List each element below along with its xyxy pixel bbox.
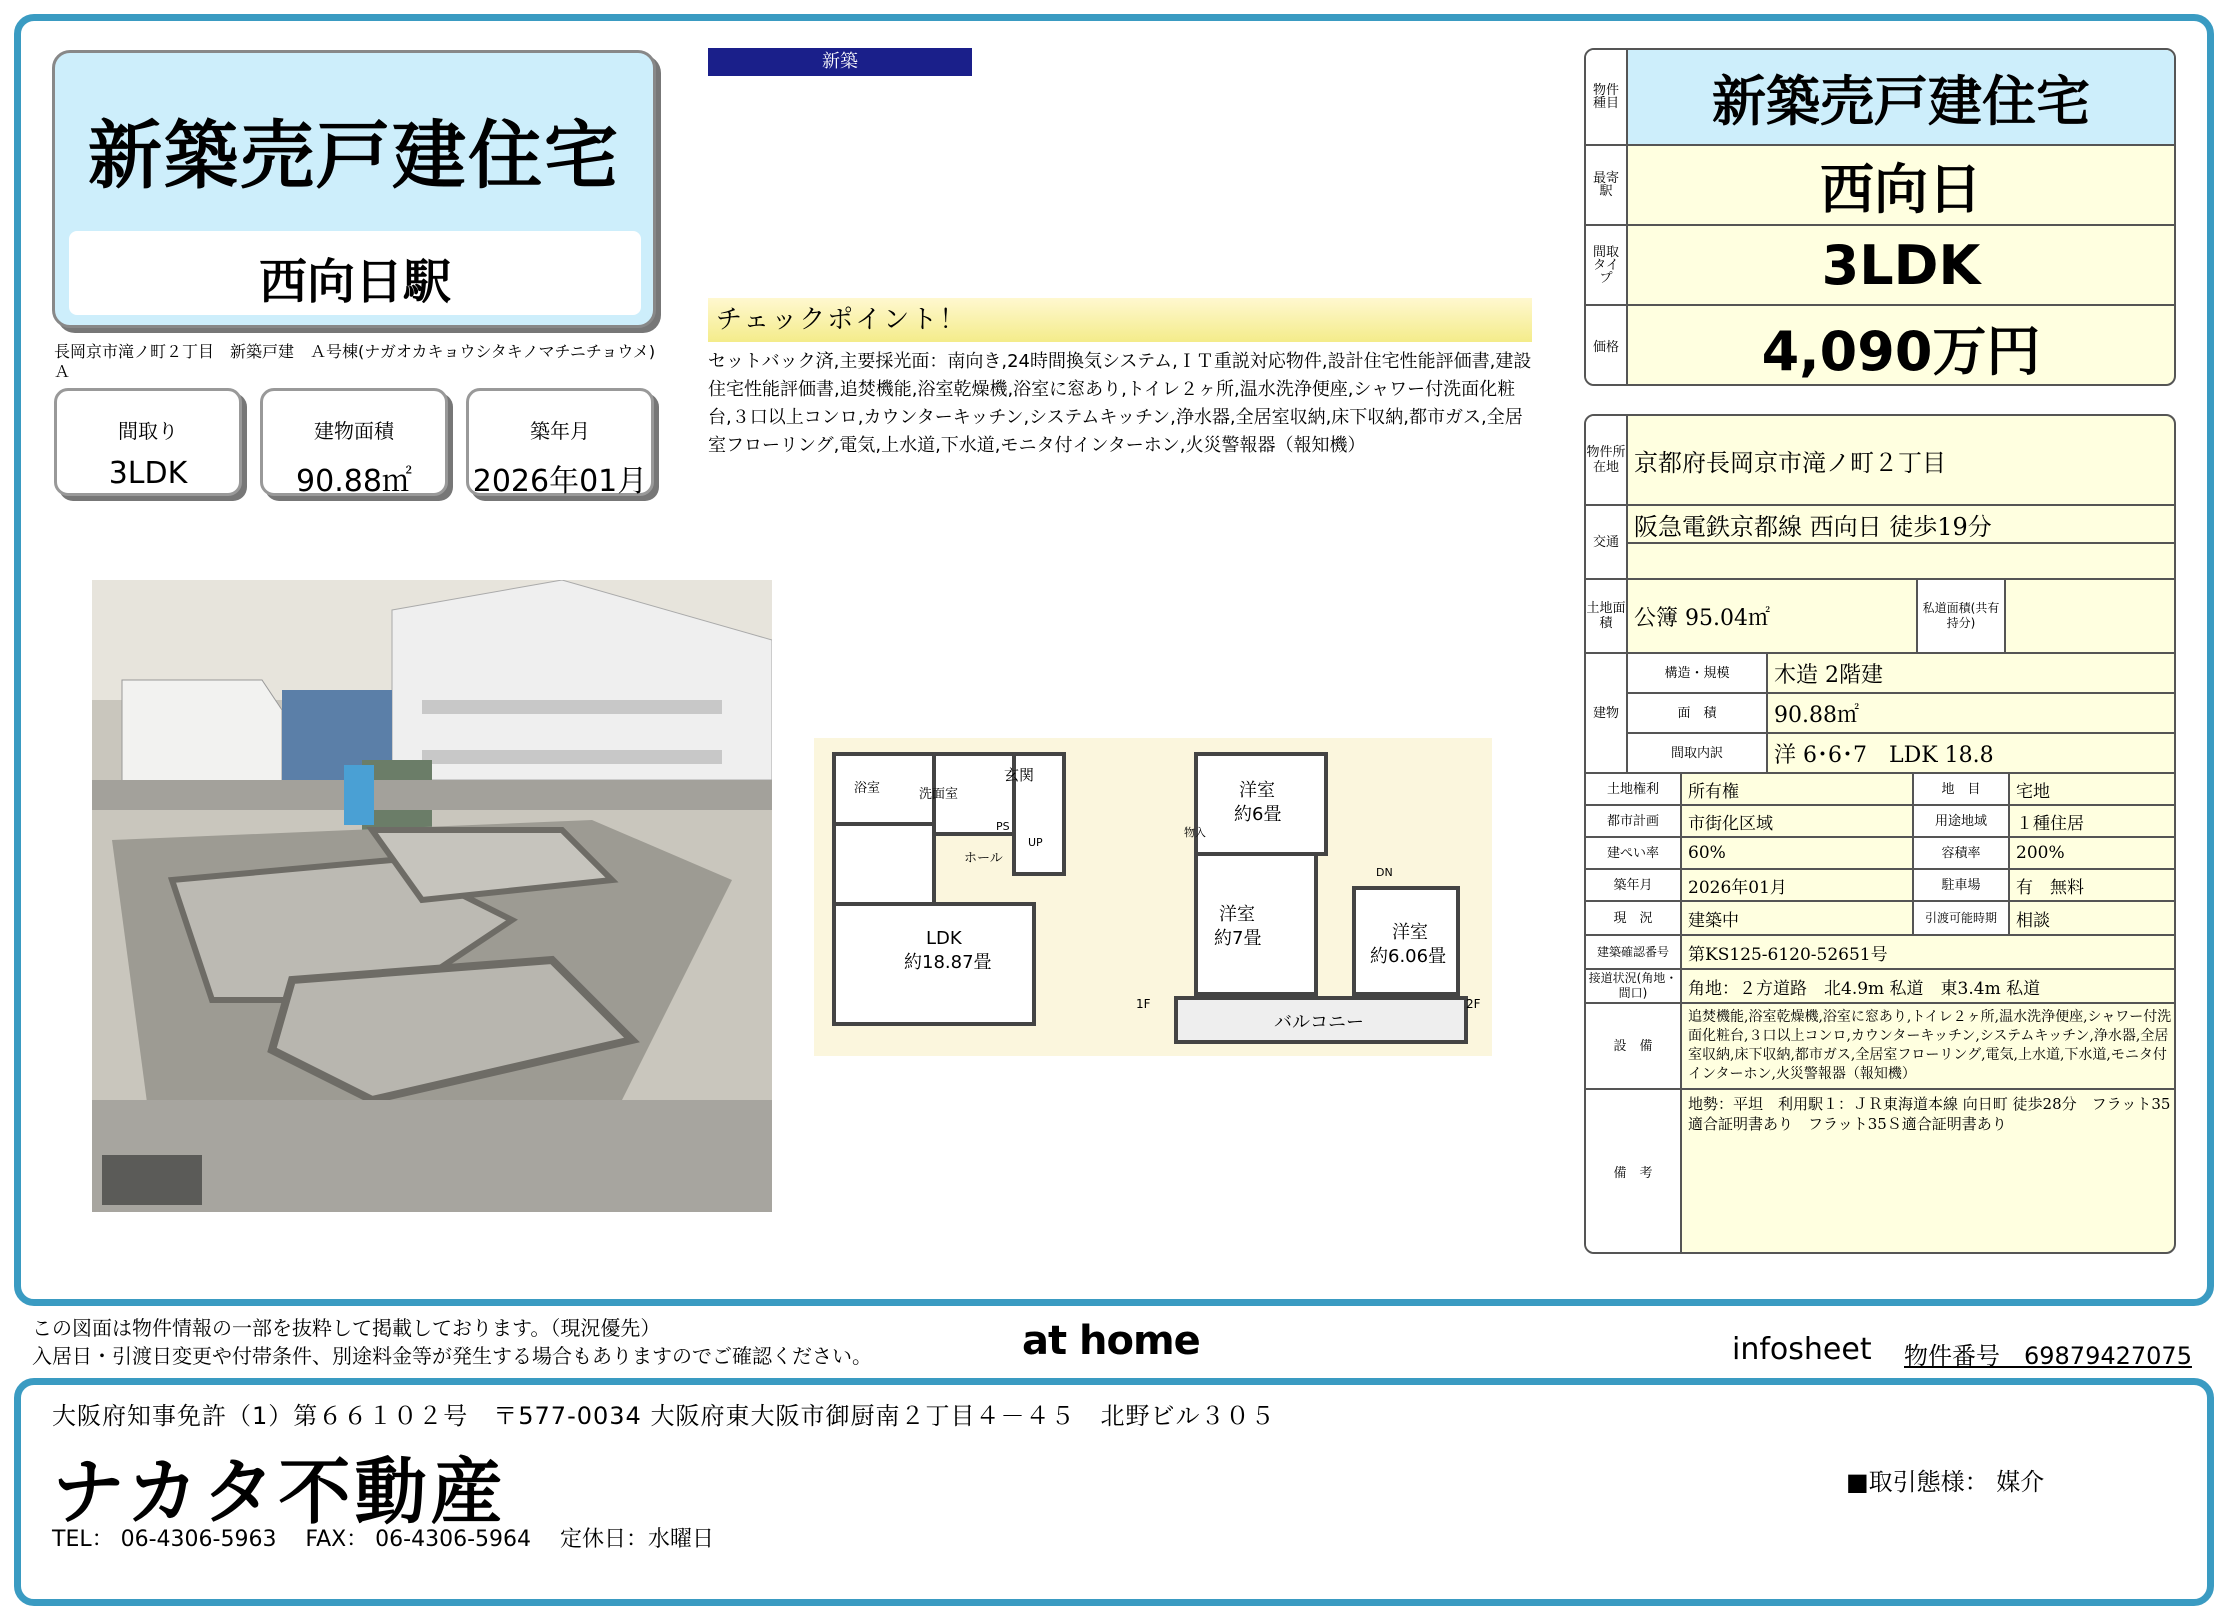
stat-value: 90.88㎡ [296,464,412,499]
detail-label: 土地権利 [1586,774,1682,806]
contact-info: TEL： 06-4306-5963 FAX： 06-4306-5964 定休日：水曜日 [52,1527,715,1552]
fp-up: UP [1028,836,1043,849]
detail-road: 角地：２方道路 北4.9m 私道 東3.4m 私道 [1682,970,2174,1004]
detail-value: 所有権 [1682,774,1914,806]
detail-value: 60% [1682,838,1914,870]
fp-r3-size: 約6.06畳 [1370,946,1447,967]
property-photo [92,580,772,1212]
summary-label: 間取タイプ [1586,226,1628,304]
fp-ldk-size: 約18.87畳 [904,952,992,973]
fp-r3: 洋室 [1392,922,1428,943]
detail-private-road [2006,580,2174,654]
address-line: 長岡京市滝ノ町２丁目 新築戸建 Ａ号棟(ナガオカキョウシタキノマチニチョウメ) Ａ [54,342,672,381]
summary-label: 価格 [1586,306,1628,386]
fp-r2-size: 約7畳 [1214,928,1262,949]
detail-value: 相談 [2010,902,2174,936]
title-card [52,50,656,328]
new-badge: 新築 [708,48,972,76]
summary-row-layout [1586,226,2174,306]
athome-logo: at home [1022,1318,1200,1364]
detail-label: 面 積 [1628,694,1768,734]
fp-bath: 浴室 [854,781,881,796]
fp-hall: ホール [964,851,1003,866]
detail-label: 建ぺい率 [1586,838,1682,870]
deal-type: ■取引態様： 媒介 [1846,1468,2045,1496]
fp-dn: DN [1376,866,1393,879]
detail-value: 200% [2010,838,2174,870]
construction-site-image [92,580,772,1212]
detail-label: 建築確認番号 [1586,936,1682,970]
disclaimer [32,1314,872,1370]
summary-label: 最寄駅 [1586,146,1628,224]
detail-label: 築年月 [1586,870,1682,902]
detail-layout: 洋 6･6･7 LDK 18.8 [1768,734,2174,774]
detail-value: 建築中 [1682,902,1914,936]
detail-value: 宅地 [2010,774,2174,806]
disclaimer-line-1: この図面は物件情報の一部を抜粋して掲載しております。（現況優先） [32,1316,661,1340]
summary-row-price [1586,306,2174,386]
detail-label: 設 備 [1586,1004,1682,1090]
stat-card-area [260,388,448,499]
detail-value: 市街化区域 [1682,806,1914,838]
detail-area: 90.88㎡ [1768,694,2174,734]
company-name: ナカタ不動産 [52,1450,507,1534]
summary-value: 4,090万円 [1761,319,2041,383]
detail-label: 現 況 [1586,902,1682,936]
stat-value: 2026年01月 [472,464,648,499]
detail-value: 2026年01月 [1682,870,1914,902]
detail-label: 土地面積 [1586,580,1628,654]
detail-label: 備 考 [1586,1090,1682,1254]
fp-1f: 1F [1136,997,1151,1011]
stat-label: 築年月 [530,419,590,443]
detail-equipment: 追焚機能,浴室乾燥機,浴室に窓あり,トイレ２ヶ所,温水洗浄便座,シャワー付洗面化粧台,３口以上コンロ,カウンターキッチン,システムキッチン,浄水器,全居室収納,床下収納,都市ガス,全居室フローリング,電気,上水道,下水道,モニタ付インターホン,火災警報器（報知機） [1682,1004,2174,1090]
detail-value: １種住居 [2010,806,2174,838]
detail-value: 有 無料 [2010,870,2174,902]
stat-value: 3LDK [108,456,188,491]
detail-label: 用途地域 [1914,806,2010,838]
checkpoint-heading: チェックポイント！ [708,298,1532,342]
summary-value: 西向日 [1820,157,1982,221]
stat-label: 建物面積 [314,419,394,443]
checkpoint-text: セットバック済,主要採光面：南向き,24時間換気システム,ＩＴ重説対応物件,設計住宅性能評価書,建設住宅性能評価書,追焚機能,浴室乾燥機,浴室に窓あり,トイレ２ヶ所,温水洗浄便座,シャワー付洗面化粧台,３口以上コンロ,カウンターキッチン,システムキッチン,浄水器,全居室収納,床下収納,都市ガス,全居室フローリング,電気,上水道,下水道,モニタ付インターホン,火災警報器（報知機） [708,351,1532,456]
stat-label: 間取り [118,419,178,443]
summary-label: 物件種目 [1586,50,1628,144]
detail-label: 私道面積(共有持分) [1918,580,2006,654]
detail-label: 建物 [1586,654,1628,774]
detail-location: 京都府長岡京市滝ノ町２丁目 [1628,416,2174,506]
detail-label: 駐車場 [1914,870,2010,902]
license-address: 大阪府知事免許（1）第６６１０２号 〒577-0034 大阪府東大阪市御厨南２丁目４－４５ 北野ビル３０５ [52,1402,1276,1430]
detail-label: 引渡可能時期 [1914,902,2010,936]
detail-access-blank [1628,544,2174,580]
detail-confirm: 第KS125-6120-52651号 [1682,936,2174,970]
infosheet-label: infosheet [1732,1332,1872,1367]
property-number: 物件番号 69879427075 [1904,1342,2192,1370]
fp-storage: 物入 [1184,826,1206,839]
detail-label: 交通 [1586,506,1628,580]
detail-structure: 木造 2階建 [1768,654,2174,694]
stat-card-layout [54,388,242,496]
detail-label: 構造・規模 [1628,654,1768,694]
summary-row-station [1586,146,2174,226]
summary-table [1584,48,2176,386]
detail-land: 公簿 95.04㎡ [1628,580,1918,654]
detail-table [1584,414,2176,1254]
detail-access: 阪急電鉄京都線 西向日 徒歩19分 [1628,506,2174,544]
station-title: 西向日駅 [258,254,451,310]
fp-2f: 2F [1466,997,1481,1011]
fp-balcony: バルコニー [1274,1012,1364,1033]
summary-value: 新築売戸建住宅 [1712,69,2090,133]
property-type-title: 新築売戸建住宅 [88,113,620,199]
stat-card-built [466,388,654,499]
disclaimer-line-2: 入居日・引渡日変更や付帯条件、別途料金等が発生する場合もありますのでご確認ください。 [32,1344,872,1368]
detail-remarks: 地勢：平坦 利用駅１：ＪＲ東海道本線 向日町 徒歩28分 フラット35適合証明書あり フラット35Ｓ適合証明書あり [1688,1095,2171,1133]
floor-plan-drawing [814,738,1492,1056]
detail-label: 接道状況(角地・間口) [1586,970,1682,1004]
fp-r2: 洋室 [1219,904,1255,925]
fp-ldk: LDK [926,928,962,949]
detail-label: 物件所在地 [1586,416,1628,506]
fp-r1: 洋室 [1239,780,1275,801]
detail-label: 間取内訳 [1628,734,1768,774]
detail-label: 容積率 [1914,838,2010,870]
fp-r1-size: 約6畳 [1234,804,1282,825]
station-box [69,231,641,315]
fp-ps: PS [996,820,1010,833]
detail-label: 地 目 [1914,774,2010,806]
detail-label: 都市計画 [1586,806,1682,838]
summary-value: 3LDK [1821,233,1981,297]
fp-wash: 洗面室 [919,787,959,802]
summary-row-type [1586,50,2174,146]
fp-entrance: 玄関 [1004,766,1035,784]
floor-plan [814,738,1492,1056]
